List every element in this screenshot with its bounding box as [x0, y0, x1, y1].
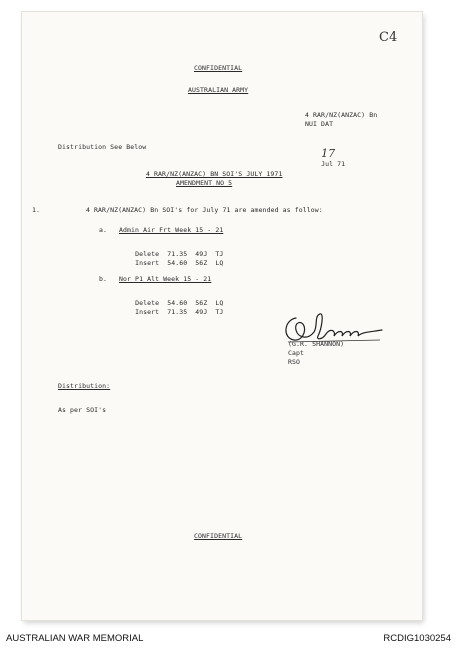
corner-mark: C4 [379, 30, 398, 45]
item-b-heading: Nor P1 Alt Week 15 - 21 [119, 275, 212, 283]
title-line-1: 4 RAR/NZ(ANZAC) BN SOI'S JULY 1971 [146, 170, 283, 178]
item-b-row-1-call: 56Z [195, 299, 208, 307]
item-b-row-2 [119, 300, 223, 324]
unit-line-1: 4 RAR/NZ(ANZAC) Bn [305, 111, 378, 119]
item-a-row-2-action: Insert [135, 259, 160, 267]
item-b-row-1-freq: 54.60 [167, 299, 188, 307]
archive-footer [0, 628, 457, 654]
signature-role: RSO [288, 358, 301, 366]
item-a-letter: a. [99, 226, 108, 234]
item-b-row-1-action: Delete [135, 299, 160, 307]
item-a-row-1-code: TJ [215, 250, 224, 258]
para1-text: 4 RAR/NZ(ANZAC) Bn SOI's for July 71 are amended as follow: [86, 206, 323, 214]
item-b-row-2-freq: 71.35 [167, 308, 188, 316]
date-day: 17 [321, 147, 336, 160]
document-page [22, 12, 422, 620]
item-a-row-2-freq: 54.60 [167, 259, 188, 267]
archive-id: RCDIG1030254 [383, 633, 451, 644]
item-a-row-2 [119, 251, 223, 275]
date-rest: Jul 71 [321, 160, 346, 168]
distribution-text: As per SOI's [58, 406, 107, 414]
item-b-row-2-call: 49J [195, 308, 208, 316]
item-a-row-1-freq: 71.35 [167, 250, 188, 258]
classification-footer: CONFIDENTIAL [194, 532, 243, 540]
signature-rank: Capt [288, 349, 305, 357]
item-b-letter: b. [99, 275, 108, 283]
date-line [305, 139, 345, 176]
item-a-row-1-call: 49J [195, 250, 208, 258]
item-b-row-1-code: LQ [215, 299, 224, 307]
archive-name: AUSTRALIAN WAR MEMORIAL [6, 633, 144, 644]
para1-number: 1. [32, 206, 41, 214]
classification-header: CONFIDENTIAL [194, 64, 243, 72]
title-line-2: AMENDMENT NO 5 [176, 179, 233, 187]
item-b-row-2-action: Insert [135, 308, 160, 316]
distribution-heading: Distribution: [58, 382, 111, 390]
item-a-row-2-code: LQ [215, 259, 224, 267]
item-b-row-2-code: TJ [215, 308, 224, 316]
army-header: AUSTRALIAN ARMY [188, 86, 249, 94]
unit-line-2: NUI DAT [305, 120, 334, 128]
item-a-heading: Admin Air Frt Week 15 - 21 [119, 226, 224, 234]
distribution-line: Distribution See Below [58, 143, 147, 151]
item-a-row-1-action: Delete [135, 250, 160, 258]
item-a-row-2-call: 56Z [195, 259, 208, 267]
signature-name: (G.R. SHANNON) [288, 340, 345, 348]
